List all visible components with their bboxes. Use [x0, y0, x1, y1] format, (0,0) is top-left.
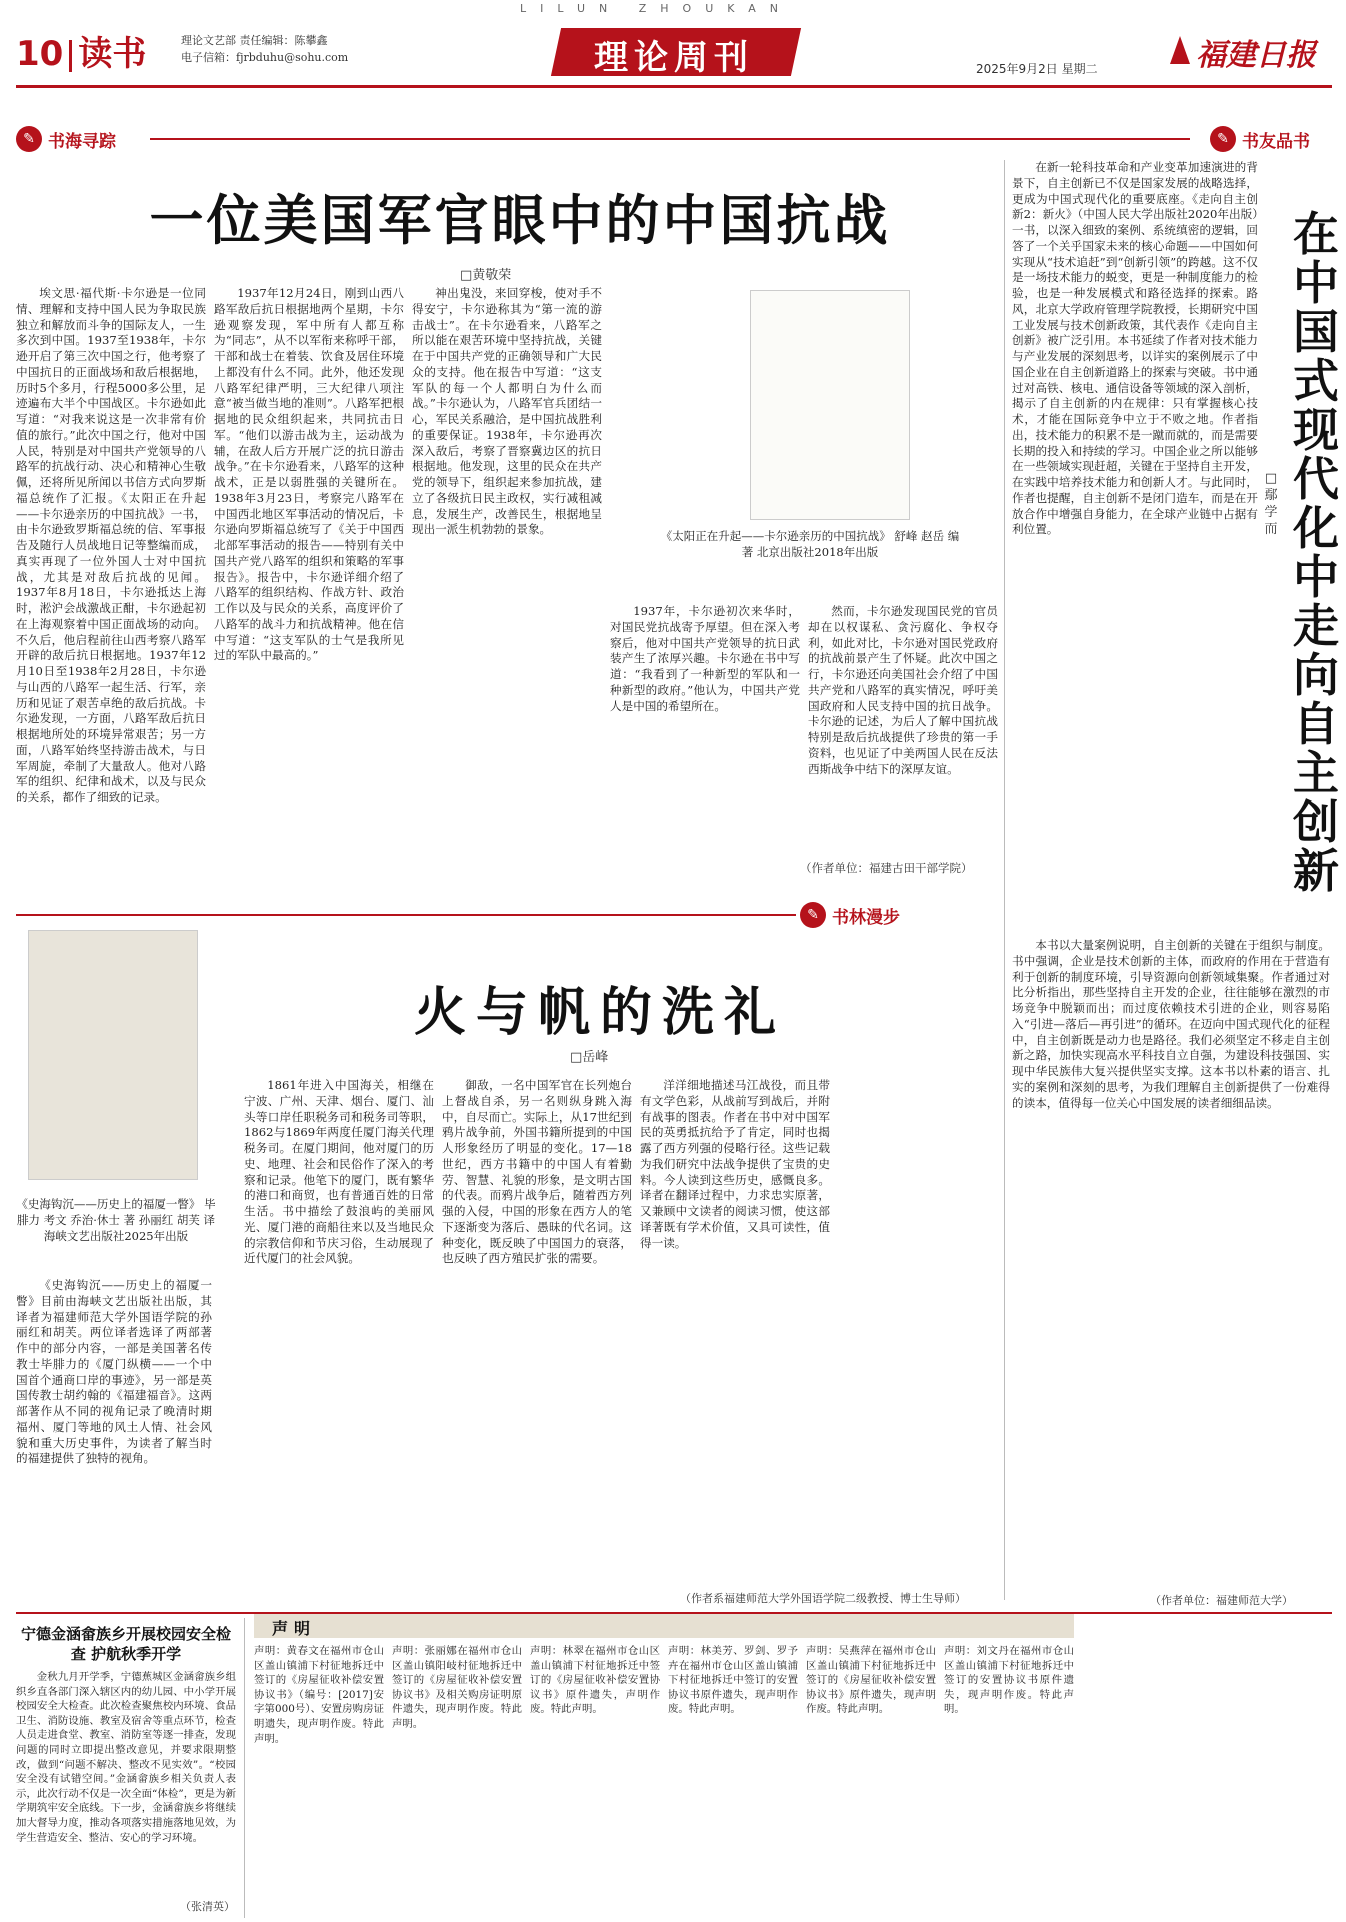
section-rule [16, 914, 796, 916]
column-divider [244, 1618, 245, 1918]
page-number: 10 读书 [16, 34, 147, 74]
article1-col1: 埃文思·福代斯·卡尔逊是一位同情、理解和支持中国人民为争取民族独立和解放而斗争的国际友人，一生多次到中国。1937至1938年，卡尔逊开启了第三次中国之行，他考察了中国抗日的正面战场和敌后根据地，历时5个多月，行程5000多公里，足迹遍布大半个中国战区。卡尔逊如此写道：“对我来说这是一次非常有价值的旅行。”此次中国之行，他对中国人民，特别是对中国共产党领导的八路军的抗战行动、决心和精神心生敬佩，还将所见所闻以书信方式向罗斯福总统作了汇报。《太阳正在升起——卡尔逊亲历的中国抗战》一书，由卡尔逊致罗斯福总统的信、军事报告及随行人员战地日记等整编而成，真实再现了一位外国人士对中国抗战，尤其是对敌后抗战的见闻。1937年8月18日，卡尔逊抵达上海时，淞沪会战激战正酣，卡尔逊起初在上海观察着中国正面战场的动向。不久后，他启程前往山西考察八路军开辟的敌后抗日根据地。1937年12月10日至1938年2月28日，卡尔逊与山西的八路军一起生活、行军，亲历和见证了艰苦卓绝的敌后抗战。卡尔逊发现，一方面，八路军敌后抗日根据地所处的环境异常艰苦；另一方面，八路军始终坚持游击战术，与日军周旋，牵制了大量敌人。他对八路军的组织、纪律和战术，以及与民众的关系，都作了细致的记录。 [16, 286, 206, 804]
declaration-col: 声明：刘文丹在福州市仓山区盖山镇浦下村征地拆迁中签订的安置协议书原件遗失，现声明作废。特此声明。 [944, 1645, 1074, 1716]
book2-caption: 《史海钩沉——历史上的福厦一瞥》 毕腓力 考文 乔治·休士 著 孙丽红 胡芙 译 海峡文艺出版社2025年出版 [16, 1197, 216, 1243]
book-cover-1 [750, 290, 910, 520]
article3-affiliation: （作者单位：福建师范大学） [1150, 1594, 1293, 1607]
article2-col2: 1861年进入中国海关，相继在宁波、广州、天津、烟台、厦门、汕头等口岸任职税务司和税务司等职，1862与1869年两度任厦门海关代理税务司。在厦门期间，他对厦门的历史、地理、社会和民俗作了深入的考察和记录。他笔下的厦门，既有繁华的港口和商贸，也有普通百姓的日常生活。书中描绘了鼓浪屿的美丽风光、厦门港的商船往来以及当地民众的宗教信仰和节庆习俗，生动展现了近代厦门的社会风貌。 [244, 1078, 434, 1266]
section-label-left: ✎ 书海寻踪 [16, 124, 116, 154]
article1-col4: 1937年，卡尔逊初次来华时，对国民党抗战寄予厚望。但在深入考察后，他对中国共产党领导的抗日武装产生了浓厚兴趣。卡尔逊在书中写道：“我看到了一种新型的军队和一种新型的政府。”他认为，中国共产党人是中国的希望所在。 [610, 604, 800, 713]
article2-col4: 洋洋细地描述马江战役，而且带有文学色彩，从战前写到战后，并附有战事的图表。作者在书中对中国军民的英勇抵抗给予了肯定，同时也揭露了西方列强的侵略行径。这些记载为我们研究中法战争提供了宝贵的史料。今人读到这些历史，感慨良多。译者在翻译过程中，力求忠实原著，又兼顾中文读者的阅读习惯，使这部译著既有学术价值，又具可读性，值得一读。 [640, 1078, 830, 1250]
declaration-col: 声明：吴燕萍在福州市仓山区盖山镇浦下村征地拆迁中签订的《房屋征收补偿安置协议书》原件遗失，现声明作废。特此声明。 [806, 1645, 936, 1716]
article3-col1: 在新一轮科技革命和产业变革加速演进的背景下，自主创新已不仅是国家发展的战略选择，更成为中国式现代化的重要底座。《走向自主创新2：新火》（中国人民大学出版社2020年出版）一书，以深入细致的案例、系统缜密的逻辑，回答了一个关乎国家未来的核心命题——中国如何实现从“技术追赶”到“创新引领”的跨越。这不仅是一场技术能力的蜕变，更是一种制度能力的检验，也是一种发展模式和路径选择的探索。路风，北京大学政府管理学院教授，长期研究中国工业发展与技术创新政策，其代表作《走向自主创新》被广泛引用。本书延续了作者对技术能力与产业发展的深刻思考，以详实的案例展示了中国企业在自主创新道路上的探索与突破。书中通过对高铁、核电、通信设备等领域的深入剖析，揭示了自主创新的内在规律：只有掌握核心技术，才能在国际竞争中立于不败之地。作者指出，技术能力的积累不是一蹴而就的，而是需要长期的投入和持续的学习。中国企业之所以能够在一些领域实现赶超，关键在于坚持自主开发，在实践中培养技术能力和创新人才。与此同时，作者也提醒，自主创新不是闭门造车，而是在开放合作中增强自身能力，在全球产业链中占据有利位置。 [1012, 160, 1258, 537]
article1-col3: 神出鬼没，来回穿梭，使对手不得安宁，卡尔逊称其为“第一流的游击战士”。在卡尔逊看来，八路军之所以能在艰苦环境中坚持抗战，关键在于中国共产党的正确领导和广大民众的支持。他在报告中写道：“这支军队的每一个人都明白为什么而战。”卡尔逊认为，八路军官兵团结一心，军民关系融洽，是中国抗战胜利的重要保证。1938年，卡尔逊再次深入敌后，考察了晋察冀边区的抗日根据地。他发现，这里的民众在共产党的领导下，组织起来参加抗战，建立了各级抗日民主政权，实行减租减息，发展生产，改善民生，根据地呈现出一派生机勃勃的景象。 [412, 286, 602, 537]
declaration-col: 声明：林翠在福州市仓山区盖山镇浦下村征地拆迁中签订的《房屋征收补偿安置协议书》原件遗失，声明作废。特此声明。 [530, 1645, 660, 1716]
newspaper-logo-icon [1166, 32, 1194, 68]
declaration-title: 声明 [272, 1619, 317, 1638]
declaration-col: 声明：张丽娜在福州市仓山区盖山镇阳岐村征地拆迁中签订的《房屋征收补偿安置协议书》及相关购房证明原件遗失，现声明作废。特此声明。 [392, 1645, 522, 1730]
notice-body: 金秋九月开学季，宁德蕉城区金涵畲族乡组织乡直各部门深入辖区内的幼儿园、中小学开展校园安全大检查。此次检查聚焦校内环境、食品卫生、消防设施、教室及宿舍等重点环节，检查人员走进食堂、教室、消防室等逐一排查，发现问题的同时立即提出整改意见，并要求限期整改，做到“问题不解决、整改不见实效”。“校园安全没有试错空间。”金涵畲族乡相关负责人表示，此次行动不仅是一次全面“体检”，更是为新学期筑牢安全底线。下一步，金涵畲族乡将继续加大督导力度，推动各项落实措施落地见效，为学生营造安全、整洁、安心的学习环境。 [16, 1671, 236, 1844]
issue-date: 2025年9月2日 星期二 [976, 62, 1098, 76]
article3-col2: 本书以大量案例说明，自主创新的关键在于组织与制度。书中强调，企业是技术创新的主体，而政府的作用在于营造有利于创新的制度环境，引导资源向创新领域集聚。作者通过对比分析指出，那些坚持自主开发的企业，往往能够在激烈的市场竞争中脱颖而出；而过度依赖技术引进的企业，则容易陷入“引进—落后—再引进”的循环。在迈向中国式现代化的征程中，自主创新既是动力也是路径。我们必须坚定不移走自主创新之路，加快实现高水平科技自立自强，为建设科技强国、实现中华民族伟大复兴提供坚实支撑。这本书以朴素的语言、扎实的案例和深刻的思考，为我们理解自主创新提供了一份难得的读本，值得每一位关心中国发展的读者细细品读。 [1012, 938, 1330, 1110]
book-icon: ✎ [16, 126, 42, 152]
book1-caption: 《太阳正在升起——卡尔逊亲历的中国抗战》 舒峰 赵岳 编著 北京出版社2018年出版 [660, 529, 960, 559]
article3-author: □鄢学而 [1264, 471, 1278, 537]
article3-title: 在中国式现代化中走向自主创新 [1293, 207, 1339, 898]
section-name: 读书 [78, 34, 147, 74]
article1-title: 一位美国军官眼中的中国抗战 [149, 189, 891, 252]
article2-author: □岳峰 [570, 1050, 609, 1065]
declaration-col: 声明：黄春文在福州市仓山区盖山镇浦下村征地拆迁中签订的《房屋征收补偿安置协议书》（编号：[2017]安字第000号）、安置房购房证明遗失，现声明作废。特此声明。 [254, 1645, 384, 1745]
section-label-right: ✎ 书友品书 [1210, 124, 1310, 154]
declaration-col: 声明：林美芳、罗剑、罗予卉在福州市仓山区盖山镇浦下村征地拆迁中签订的安置协议书原件遗失，现声明作废。特此声明。 [668, 1645, 798, 1716]
masthead-pinyin: LILUN ZHOUKAN [520, 2, 793, 15]
article1-col2: 1937年12月24日，刚到山西八路军敌后抗日根据地两个星期，卡尔逊观察发现，军中所有人都互称为“同志”，从不以军衔来称呼干部，干部和战士在着装、饮食及居住环境上都没有什么不同。此外，他还发现八路军纪律严明，三大纪律八项注意“被当做当地的准则”。八路军把根据地的民众组织起来，共同抗击日军。“他们以游击战为主，运动战为辅，在敌人后方开展广泛的抗日游击战争。”在卡尔逊看来，八路军的这种战术，正是以弱胜强的关键所在。1938年3月23日，考察完八路军在中国西北地区军事活动的情况后，卡尔逊向罗斯福总统写了《关于中国西北部军事活动的报告——特别有关中国共产党八路军的组织和策略的军事报告》。报告中，卡尔逊详细介绍了八路军的组织结构、作战方针、政治工作以及与民众的关系，高度评价了八路军的战斗力和抗战精神。他在信中写道：“这支军队的士气是我所见过的军队中最高的。” [214, 286, 404, 663]
article2-affiliation: （作者系福建师范大学外国语学院二级教授、博士生导师） [680, 1592, 966, 1605]
editor-info: 理论文艺部 责任编辑：陈攀鑫 电子信箱：fjrbduhu@sohu.com [181, 34, 349, 64]
newspaper-logo: 福建日报 [1196, 38, 1316, 73]
section-rule [150, 138, 1190, 140]
column-divider [1004, 160, 1005, 1600]
notice-author: （张清英） [180, 1900, 235, 1913]
article1-affiliation: （作者单位：福建古田干部学院） [800, 861, 973, 875]
notice-title: 宁德金涵畲族乡开展校园安全检查 护航秋季开学 [20, 1625, 231, 1663]
section-label-middle: ✎ 书林漫步 [800, 900, 900, 930]
top-strip [0, 0, 1346, 14]
article1-author: □黄敬荣 [460, 268, 512, 283]
article2-col1: 《史海钩沉——历史上的福厦一瞥》目前由海峡文艺出版社出版，其译者为福建师范大学外国语学院的孙丽红和胡芙。两位译者选译了两部著作中的部分内容，一部是美国著名传教士毕腓力的《厦门纵横——一个中国首个通商口岸的事迹》，另一部是英国传教士胡约翰的《福建福音》。这两部著作从不同的视角记录了晚清时期福州、厦门等地的风土人情、社会风貌和重大历史事件，为读者了解当时的福建提供了独特的视角。 [16, 1278, 212, 1466]
book-icon: ✎ [1210, 126, 1236, 152]
book-cover-2 [28, 930, 198, 1180]
masthead [16, 22, 1332, 88]
article2-col3: 御敌，一名中国军官在长列炮台上督战自杀，另一名则纵身跳入海中，自尽而亡。实际上，从17世纪到鸦片战争前，外国书籍所提到的中国人形象经历了明显的变化。17—18世纪，西方书籍中的中国人有着勤劳、智慧、礼貌的形象，是文明古国的代表。而鸦片战争后，随着西方列强的入侵，中国的形象在西方人的笔下逐渐变为落后、愚昧的代名词。这种变化，既反映了中国国力的衰落，也反映了西方殖民扩张的需要。 [442, 1078, 632, 1266]
publication-title: 理论周刊 [594, 38, 754, 78]
declaration-header [254, 1614, 1074, 1638]
article2-title: 火与帆的洗礼 [413, 982, 786, 1043]
book-icon: ✎ [800, 902, 826, 928]
article1-col5: 然而，卡尔逊发现国民党的官员却在以权谋私、贪污腐化、争权夺利，如此对比，卡尔逊对国民党政府的抗战前景产生了怀疑。此次中国之行，卡尔逊还向美国社会介绍了中国共产党和八路军的真实情况，呼吁美国政府和人民支持中国的抗日战争。卡尔逊的记述，为后人了解中国抗战特别是敌后抗战提供了珍贵的第一手资料，也见证了中美两国人民在反法西斯战争中结下的深厚友谊。 [808, 604, 998, 776]
